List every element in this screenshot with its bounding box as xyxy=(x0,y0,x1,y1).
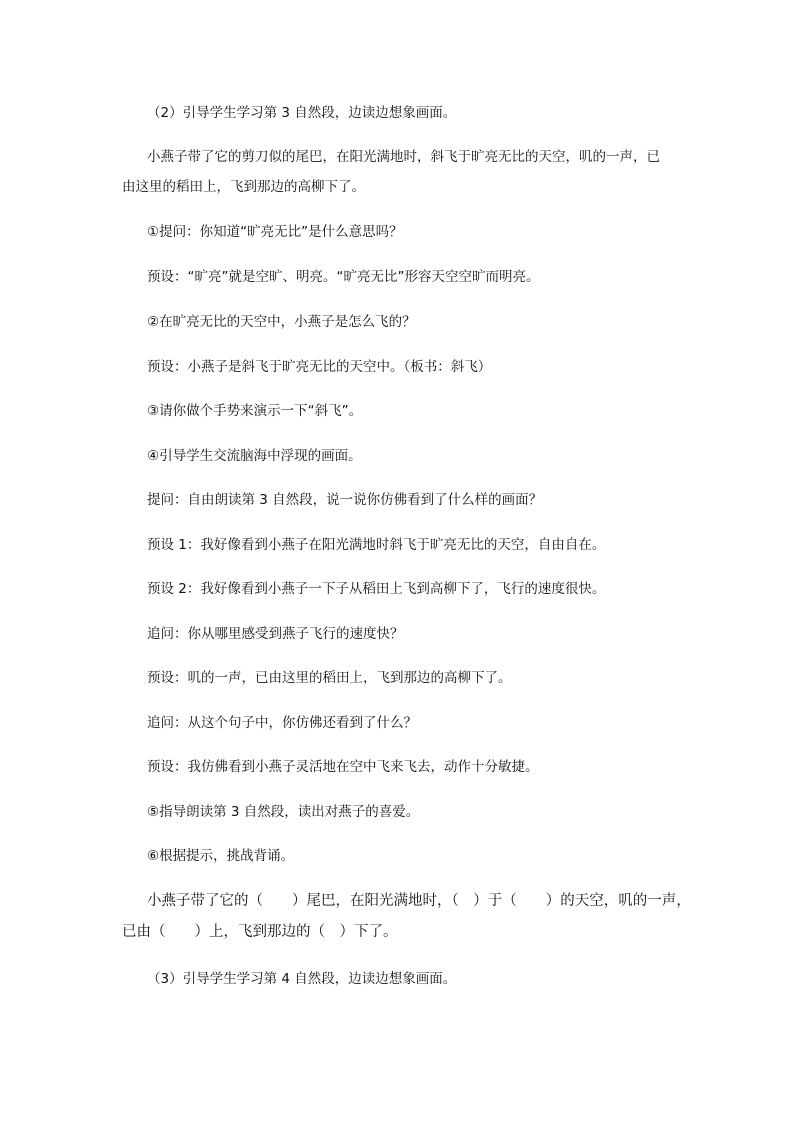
question-2: ②在旷亮无比的天空中，小燕子是怎么飞的？ xyxy=(147,314,416,330)
cloze-line-2: 已由（ ）上，飞到那边的（ ）下了。 xyxy=(122,924,398,940)
quoted-passage-line-2: 由这里的稻田上，飞到那边的高柳下了。 xyxy=(122,179,365,195)
cloze-line-1: 小燕子带了它的（ ）尾巴，在阳光满地时，（ ）于（ ）的天空，叽的一声， xyxy=(147,893,691,909)
follow-up-question-2: 追问：从这个句子中，你仿佛还看到了什么？ xyxy=(147,715,417,731)
activity-5: ⑤指导朗读第 3 自然段，读出对燕子的喜爱。 xyxy=(147,804,420,820)
quoted-passage-line-1: 小燕子带了它的剪刀似的尾巴，在阳光满地时，斜飞于旷亮无比的天空，叽的一声，已 xyxy=(147,149,660,165)
activity-4: ④引导学生交流脑海中浮现的画面。 xyxy=(147,448,362,464)
answer-2: 预设：小燕子是斜飞于旷亮无比的天空中。（板书：斜飞） xyxy=(147,359,492,375)
answer-1: 预设：“旷亮”就是空旷、明亮。“旷亮无比”形容天空空旷而明亮。 xyxy=(147,269,540,285)
follow-up-answer-1: 预设：叽的一声，已由这里的稻田上，飞到那边的高柳下了。 xyxy=(147,670,512,686)
section-heading-2: （2）引导学生学习第 3 自然段，边读边想象画面。 xyxy=(147,105,457,121)
activity-6: ⑥根据提示，挑战背诵。 xyxy=(147,848,295,864)
follow-up-question-1: 追问：你从哪里感受到燕子飞行的速度快？ xyxy=(147,626,404,642)
answer-preset-2: 预设 2：我好像看到小燕子一下子从稻田上飞到高柳下了，飞行的速度很快。 xyxy=(147,581,606,597)
answer-preset-1: 预设 1：我好像看到小燕子在阳光满地时斜飞于旷亮无比的天空，自由自在。 xyxy=(147,537,606,553)
question-1: ①提问：你知道“旷亮无比”是什么意思吗？ xyxy=(147,224,403,240)
activity-3: ③请你做个手势来演示一下“斜飞”。 xyxy=(147,403,363,419)
follow-up-answer-2: 预设：我仿佛看到小燕子灵活地在空中飞来飞去，动作十分敏捷。 xyxy=(147,759,539,775)
section-heading-3: （3）引导学生学习第 4 自然段，边读边想象画面。 xyxy=(147,971,457,987)
prompt-question: 提问：自由朗读第 3 自然段，说一说你仿佛看到了什么样的画面？ xyxy=(147,492,543,508)
